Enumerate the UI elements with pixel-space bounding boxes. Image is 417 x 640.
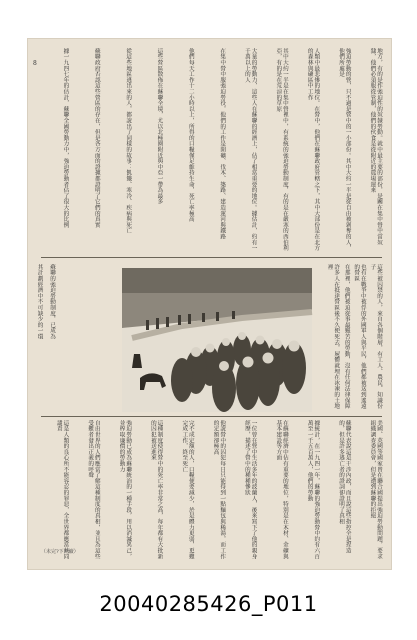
article-middle-left-columns bbox=[33, 264, 55, 412]
article-bottom-columns bbox=[41, 420, 382, 564]
text-column: 大量的勞動力，這些人在蘇聯的經濟上，佔了相當重要的地位。據估計，約有一千萬以上的人 bbox=[243, 48, 257, 251]
text-column: 強迫勞動的營，只不過是營中的一小部份。其中大約一半是從自由被剝奪的人，他們所處是 bbox=[338, 48, 351, 251]
section-divider bbox=[41, 416, 382, 417]
text-column: 蘇聯代表說這是干涉內政，而且說這些指控全是捏造的，但是許多逃亡者的證詞卻證明了真相 bbox=[338, 420, 351, 554]
text-column: 許多人在抵達營區後不久便死去，屍體就埋在冰凍的土地裡 bbox=[326, 264, 340, 409]
text-column: 在蘇聯經濟中佔有重要的地位，特別是在木材、金礦與基本建設等方面 bbox=[275, 420, 288, 560]
illustration-drawing bbox=[122, 268, 312, 412]
text-column: 他說營中的囚犯每日只能得到一點麵包與稀湯，而工作的定額卻極高 bbox=[212, 420, 226, 560]
text-column: 蘇聯政府否認這些營區的存在，但是各方面的證據都證明了它們的真實 bbox=[93, 48, 100, 228]
text-column: 強迫勞動已成為蘇聯統治的一種手段，用以消滅異己，並榨取廉價的勞動力 bbox=[118, 420, 132, 560]
document-page bbox=[27, 38, 392, 570]
text-column: 在那裡，他們被迫從事最艱苦的勞動，沒有任何法律保障 bbox=[343, 264, 350, 409]
text-column: 一位曾在營中生活多年的波蘭人，後來寫下了他的親身經歷，描述了營中的種種慘狀 bbox=[243, 420, 257, 560]
prisoner-march-illustration bbox=[122, 268, 312, 412]
text-column: 從這些地區逃出來的人，都說出了同樣的故事：飢餓、寒冷、疾病與死亡 bbox=[125, 48, 132, 234]
text-column: 這種制度使得營中的死亡率非常之高，每年都有大批新的囚犯被送進來 bbox=[149, 420, 163, 560]
image-id-caption: 20040285426_P011 bbox=[99, 592, 318, 616]
text-column: 據統計，在一九四一年，蘇聯的強迫勞動營中約有六百萬至一千五百萬人，他們的勞動 bbox=[306, 420, 320, 560]
text-column: 他們每天工作十二小時以上，所得的口糧僅足維持生命，死亡率極高 bbox=[187, 48, 194, 222]
page-number: 8 bbox=[33, 60, 37, 67]
text-column: 美國、英國等國家曾在聯合國提出強迫勞動問題，要求組織調查委員會，但是遭到蘇聯的拒絕 bbox=[369, 420, 382, 560]
text-column: 這些被囚禁的人，來自各個階層，有工人、農民、知識份子 bbox=[369, 264, 382, 409]
text-column: 這些營區散佈在蘇聯全境，尤以北極圈附近與中亞一帶為最多 bbox=[156, 48, 163, 205]
text-column: 蘇聯的強迫勞動制度，已成為 bbox=[49, 264, 55, 340]
text-column: 人類中最悲慘的地位。在營中，他們在蘇聯政府管轄之下，其中大部份是在北方的森林與礦區中工作 bbox=[306, 48, 320, 251]
text-column: 據一九四七年的估計，蘇聯全國勞動力中，強迫勞動者佔了很大的比例 bbox=[62, 48, 69, 228]
text-column: 在集中營中服強迫勞役，他們的工作是開礦、伐木、築路、建造運河與鐵路 bbox=[219, 48, 226, 240]
text-column: 也有在戰爭中被俘的外國軍人與平民，他們都被送到遙遠的營區 bbox=[353, 264, 366, 409]
text-column: 自由世界的人們應當了解這種制度的真相，並且為這些受難者發出正義的呼聲 bbox=[87, 420, 100, 560]
text-column: 完不成定額的人，口糧便要減少，於是體力更弱，更難完成工作，終至死亡 bbox=[181, 420, 194, 560]
article-middle-right-columns bbox=[326, 264, 382, 412]
article-top-columns bbox=[41, 48, 382, 253]
text-column: 其計劃經濟中不可缺少的一環 bbox=[36, 264, 43, 340]
section-divider bbox=[41, 257, 382, 258]
continued-note: （未完?下期續） bbox=[41, 549, 79, 555]
text-column: 這是人類的良心所不能容忍的罪惡，全世界都應當共同譴責 bbox=[55, 420, 69, 560]
text-column: 其中大約一半是在集中營裡中，有系統的強迫勞動制度，有的是在嚴寒的西伯利亞，有的是在荒涼的草原 bbox=[275, 48, 288, 251]
text-column: 地方，有的是作強迫性的奴隸勞動。就中最主要的部份，是關在集中營中當奴隸，他們必須服從管制，他們的伙食是從附近的農場運來 bbox=[369, 48, 382, 246]
